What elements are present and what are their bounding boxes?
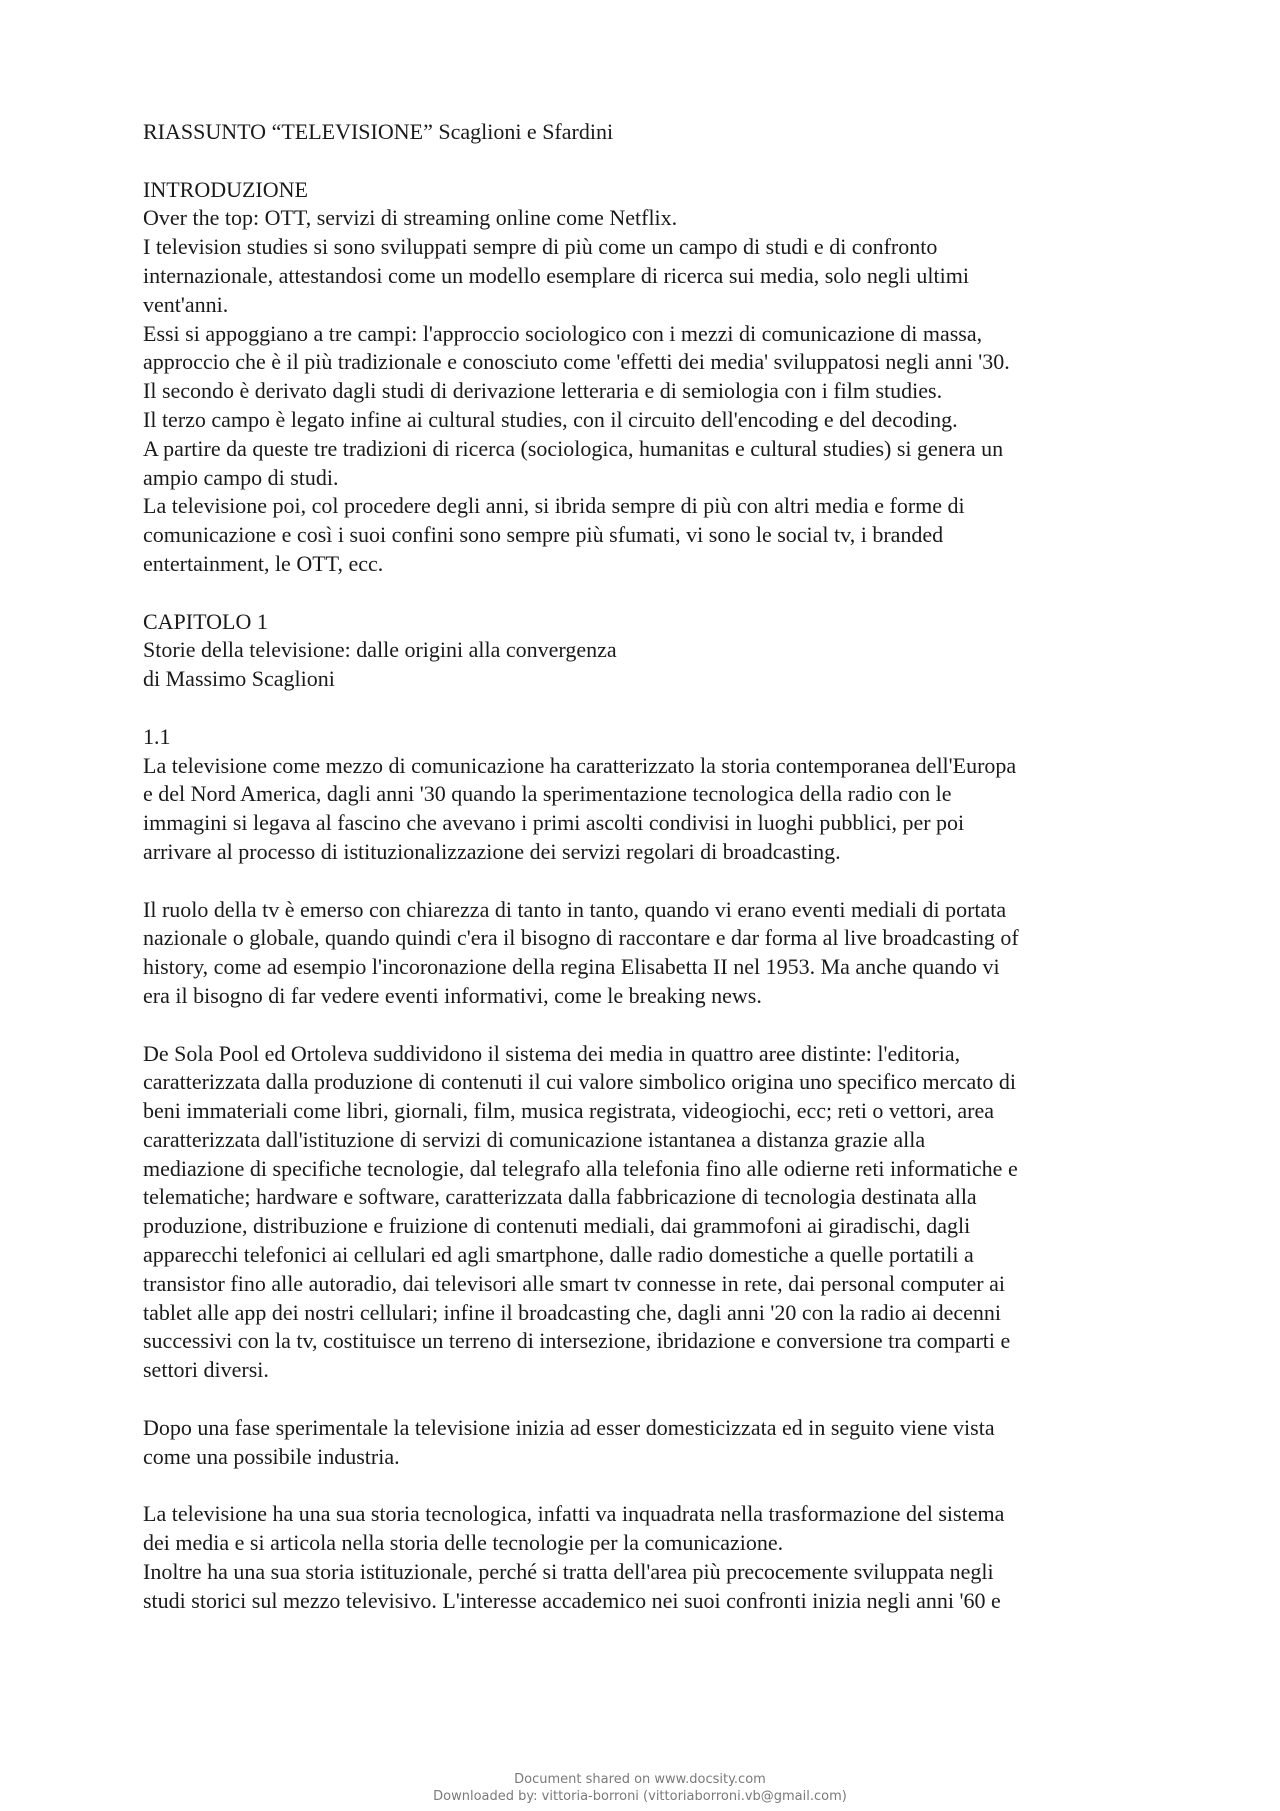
section-1-1 xyxy=(143,723,1143,867)
page-footer xyxy=(0,1771,1280,1805)
text-line: vent'anni. xyxy=(143,291,229,317)
text-line: nazionale o globale, quando quindi c'era il bisogno di raccontare e dar forma al live broadcasting of xyxy=(143,925,1019,951)
text-line: tablet alle app dei nostri cellulari; infine il broadcasting che, dagli anni '20 con la radio ai decenni xyxy=(143,1299,1001,1325)
text-line: produzione, distribuzione e fruizione di contenuti mediali, dai grammofoni ai giradischi, dagli xyxy=(143,1213,971,1239)
chapter-heading xyxy=(143,608,1143,694)
text-line: Dopo una fase sperimentale la televisione inizia ad esser domesticizzata ed in seguito viene vista xyxy=(143,1414,995,1440)
text-line: era il bisogno di far vedere eventi informativi, come le breaking news. xyxy=(143,982,762,1008)
text-line: Inoltre ha una sua storia istituzionale, perché si tratta dell'area più precocemente sviluppata negli xyxy=(143,1558,994,1584)
text-line: Il terzo campo è legato infine ai cultural studies, con il circuito dell'encoding e del decoding. xyxy=(143,406,958,432)
section-heading: INTRODUZIONE xyxy=(143,176,308,202)
paragraph-tv-role xyxy=(143,896,1143,1011)
text-line: studi storici sul mezzo televisivo. L'interesse accademico nei suoi confronti inizia negli anni '60 e xyxy=(143,1587,1001,1613)
text-line: entertainment, le OTT, ecc. xyxy=(143,550,384,576)
footer-download-notice: Downloaded by: vittoria-borroni (vittoriaborroni.vb@gmail.com) xyxy=(433,1789,847,1804)
document-title xyxy=(143,118,1143,147)
chapter-author: di Massimo Scaglioni xyxy=(143,666,335,692)
paragraph-media-system xyxy=(143,1040,1143,1386)
title-line: RIASSUNTO “TELEVISIONE” Scaglioni e Sfardini xyxy=(143,119,614,144)
text-line: history, come ad esempio l'incoronazione della regina Elisabetta II nel 1953. Ma anche quando vi xyxy=(143,954,1000,980)
text-line: mediazione di specifiche tecnologie, dal telegrafo alla telefonia fino alle odierne reti informatiche e xyxy=(143,1155,1018,1181)
text-line: Il ruolo della tv è emerso con chiarezza di tanto in tanto, quando vi erano eventi mediali di portata xyxy=(143,896,1007,922)
text-line: La televisione ha una sua storia tecnologica, infatti va inquadrata nella trasformazione del sistema xyxy=(143,1501,1005,1527)
text-line: caratterizzata dall'istituzione di servizi di comunicazione istantanea a distanza grazie alla xyxy=(143,1126,926,1152)
text-line: immagini si legava al fascino che avevano i primi ascolti condivisi in luoghi pubblici, per poi xyxy=(143,810,965,836)
section-number: 1.1 xyxy=(143,723,171,749)
text-line: internazionale, attestandosi come un modello esemplare di ricerca sui media, solo negli ultimi xyxy=(143,262,969,288)
footer-shared-notice: Document shared on www.docsity.com xyxy=(514,1772,766,1787)
text-line: De Sola Pool ed Ortoleva suddividono il sistema dei media in quattro aree distinte: l'editoria, xyxy=(143,1040,961,1066)
text-line: comunicazione e così i suoi confini sono sempre più sfumati, vi sono le social tv, i branded xyxy=(143,522,944,548)
text-line: transistor fino alle autoradio, dai televisori alle smart tv connesse in rete, dai personal computer ai xyxy=(143,1270,1005,1296)
introduction-section xyxy=(143,176,1143,579)
text-line: caratterizzata dalla produzione di contenuti il cui valore simbolico origina uno specifico mercato di xyxy=(143,1069,1016,1095)
text-line: approccio che è il più tradizionale e conosciuto come 'effetti dei media' sviluppatosi negli anni '30. xyxy=(143,349,1010,375)
text-line: Over the top: OTT, servizi di streaming online come Netflix. xyxy=(143,205,678,231)
text-line: beni immateriali come libri, giornali, film, musica registrata, videogiochi, ecc; reti o vettori, area xyxy=(143,1098,994,1124)
document-body xyxy=(143,118,1143,1644)
text-line: e del Nord America, dagli anni '30 quando la sperimentazione tecnologica della radio con le xyxy=(143,781,952,807)
chapter-number: CAPITOLO 1 xyxy=(143,608,268,634)
paragraph-domestication xyxy=(143,1414,1143,1472)
text-line: La televisione come mezzo di comunicazione ha caratterizzato la storia contemporanea dell'Europa xyxy=(143,752,1017,778)
text-line: Il secondo è derivato dagli studi di derivazione letteraria e di semiologia con i film studies. xyxy=(143,378,943,404)
text-line: ampio campo di studi. xyxy=(143,464,339,490)
text-line: apparecchi telefonici ai cellulari ed agli smartphone, dalle radio domestiche a quelle portatili a xyxy=(143,1242,974,1268)
text-line: telematiche; hardware e software, caratterizzata dalla fabbricazione di tecnologia destinata alla xyxy=(143,1184,977,1210)
text-line: successivi con la tv, costituisce un terreno di intersezione, ibridazione e conversione tra comparti e xyxy=(143,1328,1011,1354)
text-line: La televisione poi, col procedere degli anni, si ibrida sempre di più con altri media e forme di xyxy=(143,493,965,519)
text-line: dei media e si articola nella storia delle tecnologie per la comunicazione. xyxy=(143,1530,784,1556)
text-line: A partire da queste tre tradizioni di ricerca (sociologica, humanitas e cultural studies) si genera un xyxy=(143,435,1004,461)
chapter-title: Storie della televisione: dalle origini alla convergenza xyxy=(143,637,617,663)
paragraph-tech-history xyxy=(143,1500,1143,1615)
text-line: I television studies si sono sviluppati sempre di più come un campo di studi e di confronto xyxy=(143,234,938,260)
text-line: Essi si appoggiano a tre campi: l'approccio sociologico con i mezzi di comunicazione di massa, xyxy=(143,320,983,346)
text-line: come una possibile industria. xyxy=(143,1443,400,1469)
text-line: settori diversi. xyxy=(143,1357,269,1383)
text-line: arrivare al processo di istituzionalizzazione dei servizi regolari di broadcasting. xyxy=(143,838,841,864)
